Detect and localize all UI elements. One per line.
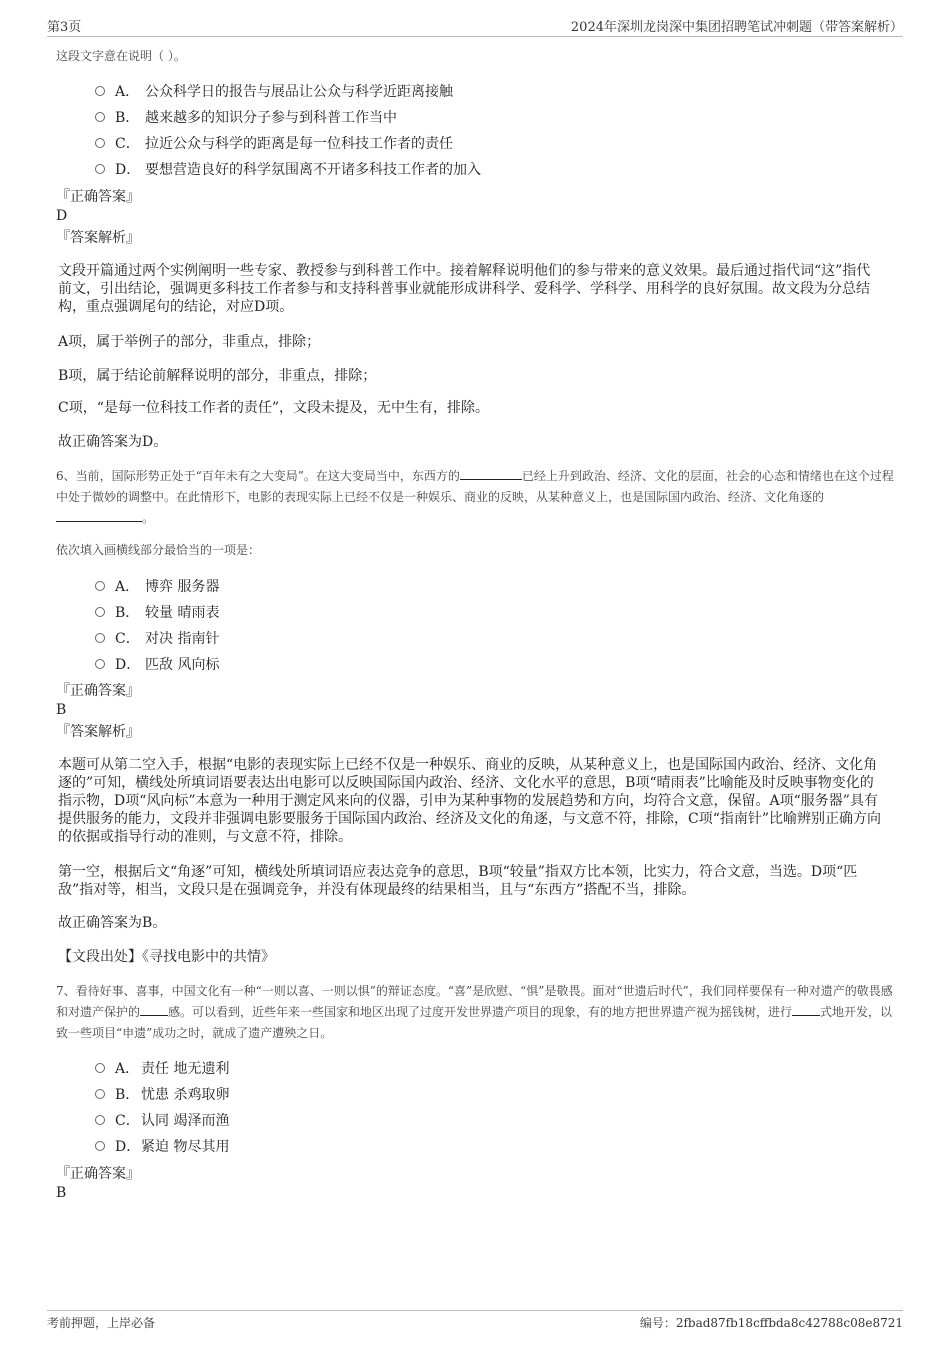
radio-icon[interactable]: [95, 1115, 105, 1125]
q5-analysis-label: 『答案解析』: [56, 230, 140, 246]
radio-icon[interactable]: [95, 1089, 105, 1099]
q7-answer: B: [56, 1185, 67, 1201]
q5-stem: 这段文字意在说明（ ）。: [56, 49, 186, 63]
fill-blank-4: [792, 1003, 820, 1016]
radio-icon[interactable]: [95, 659, 105, 669]
q5-analysis-1: 文段开篇通过两个实例阐明一些专家、教授参与到科普工作中。接着解释说明他们的参与带来的意义效果。最后通过指代词“这”指代前文，引出结论，强调更多科技工作者参与和支持科普事业就能形成讲科学、爱科学、学科学、用科学的良好氛围。故文段为分总结构，重点强调尾句的结论，对应D项。: [58, 263, 871, 315]
radio-icon[interactable]: [95, 1063, 105, 1073]
q6-option-b[interactable]: B． 较量 晴雨表: [95, 601, 219, 625]
q6-options: [95, 575, 219, 677]
q6-option-c[interactable]: C． 对决 指南针: [95, 627, 219, 651]
q5-analysis-5: 故正确答案为D。: [58, 434, 168, 450]
fill-blank-3: [140, 1003, 168, 1016]
q6-analysis-2: 第一空，根据后文“角逐”可知，横线处所填词语应表达竞争的意思，B项“较量”指双方比本领，比实力，符合文意，当选。D项“匹敌”指对等，相当，文段只是在强调竞争，并没有体现最终的结果相当，且与“东西方”搭配不当，排除。: [58, 864, 858, 898]
radio-icon[interactable]: [95, 112, 105, 122]
q7-stem: 7、看待好事、喜事，中国文化有一种“一则以喜、一则以惧”的辩证态度。“喜”是欣慰、“惧”是敬畏。面对“世遗后时代”，我们同样要保有一种对遗产的敬畏感和对遗产保护的 感。可以看到，近些年来一些国家和地区出现了过度开发世界遗产项目的现象，有的地方把世界遗产视为摇钱树，进行 式地开发，以致一些项目“申遗”成功之时，就成了遗产遭殃之日。: [56, 984, 893, 1040]
q6-option-a[interactable]: A． 博弈 服务器: [95, 575, 219, 599]
q6-answer: B: [56, 702, 67, 718]
q7-option-b[interactable]: B． 忧患 杀鸡取卵: [95, 1083, 229, 1107]
q5-option-b[interactable]: B． 越来越多的知识分子参与到科普工作当中: [95, 106, 481, 130]
q6-stem: 6、当前，国际形势正处于“百年未有之大变局”。在这大变局当中，东西方的 已经上升到政治、经济、文化的层面，社会的心态和情绪也在这个过程中处于微妙的调整中。在此情形下，电影的表现实际上已经不仅是一种娱乐、商业的反映，从某种意义上，也是国际国内政治、经济、文化角逐的。: [56, 469, 894, 525]
q6-source: 【文段出处】《寻找电影中的共情》: [58, 949, 275, 965]
q6-prompt: 依次填入画横线部分最恰当的一项是：: [56, 543, 261, 557]
document-id: 编号：2fbad87fb18cffbda8c42788c08e8721: [639, 1316, 903, 1330]
radio-icon[interactable]: [95, 138, 105, 148]
q6-option-d[interactable]: D． 匹敌 风向标: [95, 653, 219, 677]
q5-option-a[interactable]: A． 公众科学日的报告与展品让公众与科学近距离接触: [95, 80, 481, 104]
page-number: 第3页: [47, 20, 82, 35]
q6-analysis-label: 『答案解析』: [56, 724, 140, 740]
q5-answer: D: [56, 208, 68, 224]
radio-icon[interactable]: [95, 1141, 105, 1151]
q6-answer-label: 『正确答案』: [56, 683, 140, 699]
q7-option-a[interactable]: A． 责任 地无遗利: [95, 1057, 229, 1081]
fill-blank-2: [56, 509, 142, 522]
radio-icon[interactable]: [95, 607, 105, 617]
radio-icon[interactable]: [95, 581, 105, 591]
q5-options: [95, 80, 481, 182]
q6-analysis-1: 本题可从第二空入手，根据“电影的表现实际上已经不仅是一种娱乐、商业的反映，从某种意义上，也是国际国内政治、经济、文化角逐的”可知，横线处所填词语要表达出电影可以反映国际国内政治、经济、文化水平的意思，B项“晴雨表”比喻能及时反映事物变化的指示物，D项“风向标”本意为一种用于测定风来向的仪器，引申为某种事物的发展趋势和方向，均符合文意，保留。A项“服务器”具有提供服务的能力，文段并非强调电影要服务于国际国内政治、经济及文化的角逐，与文意不符，排除，C项“指南针”比喻辨别正确方向的依据或指导行动的准则，与文意不符，排除。: [58, 757, 882, 845]
header-rule: [47, 36, 903, 37]
footer-slogan: 考前押题，上岸必备: [47, 1316, 156, 1330]
radio-icon[interactable]: [95, 164, 105, 174]
q5-analysis-4: C项，“是每一位科技工作者的责任”，文段未提及，无中生有，排除。: [58, 400, 490, 416]
q7-answer-label: 『正确答案』: [56, 1166, 140, 1182]
q6-analysis-3: 故正确答案为B。: [58, 915, 167, 931]
radio-icon[interactable]: [95, 633, 105, 643]
document-title: 2024年深圳龙岗深中集团招聘笔试冲刺题（带答案解析）: [570, 20, 903, 35]
q5-analysis-3: B项，属于结论前解释说明的部分，非重点，排除；: [58, 368, 377, 384]
q7-options: [95, 1057, 229, 1159]
q5-answer-label: 『正确答案』: [56, 189, 140, 205]
q5-option-c[interactable]: C． 拉近公众与科学的距离是每一位科技工作者的责任: [95, 132, 481, 156]
fill-blank-1: [460, 467, 522, 480]
q5-option-d[interactable]: D． 要想营造良好的科学氛围离不开诸多科技工作者的加入: [95, 158, 481, 182]
q7-option-c[interactable]: C．认同 竭泽而渔: [95, 1109, 229, 1133]
radio-icon[interactable]: [95, 86, 105, 96]
footer-rule: [47, 1310, 903, 1311]
q7-option-d[interactable]: D．紧迫 物尽其用: [95, 1135, 229, 1159]
q5-analysis-2: A项，属于举例子的部分，非重点，排除；: [58, 334, 321, 350]
